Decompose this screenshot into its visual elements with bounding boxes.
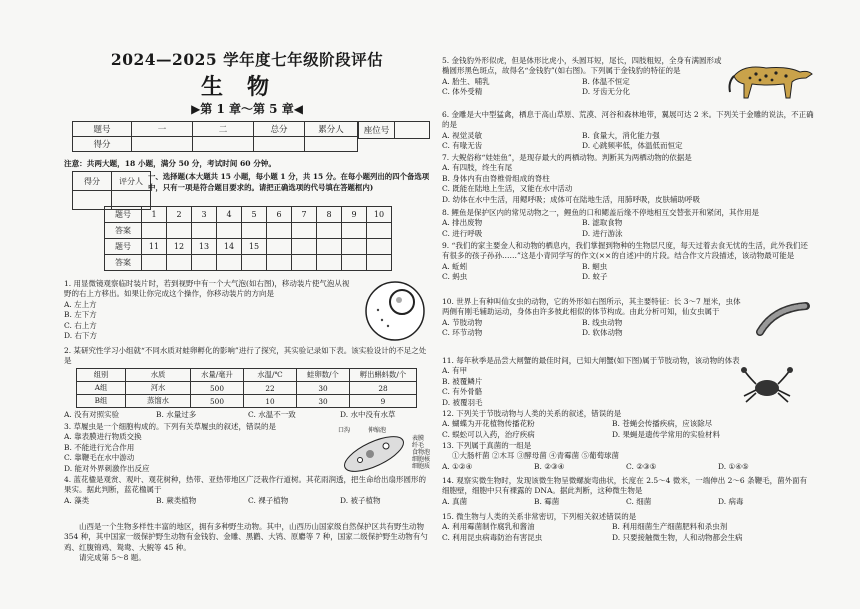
option: C. 进行呼吸 [442, 228, 483, 238]
question-9 [442, 241, 814, 283]
question-stem: 5. 金钱豹外形似虎，但是体形比虎小，头圆耳短，尾长，四肢粗短，全身有满圆形或椭圆形黑色斑点，故得名“金钱豹”(如右图)。下列属于金钱豹的特征的是 [442, 56, 722, 76]
answer-cell: 10 [367, 207, 392, 223]
question-stem: 6. 金雕是大中型猛禽，栖息于高山草原、荒漠、河谷和森林地带，翼展可达 2 米。下列关于金雕的说法，不正确的是 [442, 110, 814, 130]
option: D. 右下方 [64, 331, 98, 341]
question-1 [64, 279, 354, 341]
answer-slot[interactable] [167, 255, 192, 271]
table-row [77, 395, 417, 408]
table-header: 水质 [126, 369, 191, 382]
passage-text: 山西是一个生物多样性丰富的地区，拥有多种野生动物。其中，山西历山国家级自然保护区共有野生动物 354 种，其中国家一级保护野生动物有金钱豹、金雕、黑鹳、大鸨、原麝等 7 种，国家二级保护野生动物有勺鸡、红腹锦鸡、鸳鸯、大鲵等 45 种。 [64, 522, 428, 552]
question-stem: 12. 下列关于节肢动物与人类的关系的叙述，错误的是 [442, 409, 622, 418]
option: C. 蚂虫 [442, 272, 468, 282]
grader-label: 评分人 [112, 172, 151, 191]
table-row [77, 382, 417, 395]
section-one-heading: 一、选择题(本大题共 15 小题，每小题 1 分，共 15 分。在每小题列出的四个备选项中，只有一项是符合题目要求的。请把正确选项的代号填在答题框内) [148, 172, 430, 192]
answer-slot[interactable] [142, 255, 167, 271]
option: D. 软体动物 [582, 328, 623, 338]
answer-cell: 答案 [105, 223, 142, 239]
option: D. 蚊子 [582, 272, 608, 282]
question-stem: 13. 下列属于真菌的一组是 [442, 441, 532, 450]
table-cell: A组 [77, 382, 126, 395]
worm-figure [754, 300, 812, 340]
exam-note: 注意：共两大题，18 小题，满分 50 分，考试时间 60 分钟。 [64, 159, 276, 168]
table-cell: 9 [350, 395, 417, 408]
option: C. 环节动物 [442, 328, 483, 338]
answer-slot[interactable] [367, 223, 392, 239]
option: A. 有四肢，终生有尾 [442, 163, 513, 173]
answer-slot[interactable] [192, 255, 217, 271]
option: D. 只要接触微生物，人和动物都会生病 [612, 532, 743, 542]
option: B. 线虫动物 [582, 317, 623, 327]
question-stem: 8. 鲤鱼是保护区内的常见动物之一，鲤鱼的口和鳃盖后缘不停地相互交替张开和紧闭，其作用是 [442, 208, 760, 217]
option: B. 左下方 [64, 310, 97, 320]
option: D. 被覆羽毛 [442, 397, 483, 407]
figure-label: 纤毛 [412, 442, 425, 449]
subject-title: 生物 [200, 74, 293, 100]
option: C. 右上方 [64, 320, 97, 330]
answer-slot[interactable] [242, 255, 267, 271]
answer-cell: 3 [192, 207, 217, 223]
answer-slot[interactable] [242, 223, 267, 239]
option: C. 水温不一致 [248, 410, 296, 419]
question-stem: 15. 微生物与人类的关系非常密切，下列相关叙述错误的是 [442, 512, 637, 521]
option: C. 体外受精 [442, 87, 483, 97]
question-stem: 14. 观察实微生物时，发现该微生物呈微螺旋弯曲状，长度在 2.5～4 微米，一端伸出 2～6 条鞭毛，菌外面有细胞壁，细胞中只有裸露的 DNA。据此判断，这种微生物是 [442, 476, 808, 496]
table-cell: 22 [244, 382, 297, 395]
option: A. 有甲 [442, 366, 468, 376]
option: D. 能对外界刺激作出反应 [64, 463, 150, 473]
table-header: 水温/℃ [244, 369, 297, 382]
option: C. 裸子植物 [248, 495, 289, 505]
reading-passage [64, 522, 430, 564]
answer-slot[interactable] [167, 223, 192, 239]
answer-slot[interactable] [142, 223, 167, 239]
table-header: 蛙卵数/个 [297, 369, 350, 382]
grader-label: 得分 [73, 172, 112, 191]
option: B. 食量大，消化能力强 [582, 130, 660, 140]
score-cell [193, 137, 254, 152]
question-stem: 3. 草履虫是一个细胞构成的。下列有关草履虫的叙述，错误的是 [64, 422, 277, 431]
table-header: 组别 [77, 369, 126, 382]
grader-table [72, 171, 151, 210]
seat-label: 座位号 [359, 122, 395, 139]
exam-title: 2024—2025 学年度七年级阶段评估 [110, 50, 384, 69]
answer-cell: 2 [167, 207, 192, 223]
option: B. 蕨类植物 [156, 495, 197, 505]
question-10 [442, 297, 748, 339]
option: A. 真菌 [442, 496, 468, 506]
option: D. 水中没有水草 [340, 410, 396, 419]
option: A. 没有对照实验 [64, 410, 120, 419]
option: C. 靠鞭毛在水中游动 [64, 453, 135, 463]
table-header: 水量/毫升 [191, 369, 244, 382]
question-15 [442, 512, 814, 543]
option: B. 被覆鳞片 [442, 376, 483, 386]
question-11 [442, 356, 742, 408]
option: B. 滤取食物 [582, 218, 623, 228]
figure-label: 食物泡 [412, 449, 431, 456]
answer-cell: 13 [192, 239, 217, 255]
question-stem: 4. 蓝花楹是观赏、观叶、观花树种，热带、亚热带地区广泛栽作行道树。其花雨润透，把生命给出扇形圆形的果实。据此判断，蓝花楹属于 [64, 475, 427, 495]
option: A. 蚯蚓 [442, 261, 468, 271]
answer-table [104, 206, 392, 271]
option: A. 蝴蝶为开花植物传播花粉 [442, 419, 535, 429]
score-cell: 二 [193, 122, 254, 137]
table-cell: 30 [297, 395, 350, 408]
option: A. ①②④ [442, 461, 473, 471]
table-cell: 蒸馏水 [126, 395, 191, 408]
option: B. 苍蝇会传播疾病，应该除尽 [612, 419, 713, 429]
option: D. 进行游泳 [582, 228, 623, 238]
answer-slot[interactable] [217, 255, 242, 271]
answer-slot[interactable] [217, 223, 242, 239]
figure-label: 表膜 [412, 435, 425, 442]
option: C. 有外骨骼 [442, 387, 483, 397]
figure-label: 口沟 [338, 427, 351, 434]
passage-tail: 请完成第 5～8 题。 [79, 553, 146, 563]
answer-cell [267, 239, 292, 255]
option: D. 幼体在水中生活，用鳃呼吸；成体可在陆地生活，用肺呼吸，皮肤辅助呼吸 [442, 194, 701, 204]
option: B. 不能进行光合作用 [64, 442, 135, 452]
question-12 [442, 409, 814, 440]
table-cell: 30 [297, 382, 350, 395]
option: D. 心跳频率低，体温低而恒定 [582, 141, 683, 151]
question-6 [442, 110, 814, 152]
question-4 [64, 475, 430, 506]
answer-cell: 1 [142, 207, 167, 223]
question-2-options [64, 410, 430, 420]
answer-cell [342, 255, 367, 271]
figure-label: 细胞质 [412, 463, 431, 470]
answer-cell [292, 255, 317, 271]
answer-slot[interactable] [267, 223, 292, 239]
answer-cell: 题号 [105, 207, 142, 223]
figure-label: 细胞核 [412, 456, 431, 463]
answer-cell: 9 [342, 207, 367, 223]
answer-cell: 6 [267, 207, 292, 223]
score-cell: 一 [132, 122, 193, 137]
option: A. 节肢动物 [442, 317, 483, 327]
chapter-range: ▶第 1 章～第 5 章◀ [191, 102, 303, 116]
paramecium-figure [334, 424, 434, 482]
answer-cell [317, 239, 342, 255]
option: D. 牙齿无分化 [582, 87, 631, 97]
answer-slot[interactable] [317, 223, 342, 239]
answer-cell [267, 255, 292, 271]
answer-cell: 4 [217, 207, 242, 223]
option: A. 视觉灵敏 [442, 130, 483, 140]
option: A. 利用霉菌制作腐乳和酱油 [442, 522, 535, 532]
answer-cell: 答案 [105, 255, 142, 271]
answer-cell: 11 [142, 239, 167, 255]
option: B. 霉菌 [534, 496, 560, 506]
option: D. ①④⑤ [718, 461, 749, 471]
option: A. 靠表膜进行物质交换 [64, 432, 142, 442]
question-stem: 9. “我们的家主要金人和动物的栖息内，我们掌握到物种的生物层尺度，每天过着去食无忧的生活，此外我们还有很多的孩子孙孙……”这是小青同学写的作文(××的自述)中的片段。结合作文片段描述，该动物最可能是 [442, 241, 808, 261]
experiment-table [76, 368, 417, 408]
option: A. 左上方 [64, 299, 97, 309]
question-13 [442, 441, 814, 472]
question-8 [442, 208, 814, 239]
option: A. 排出废物 [442, 218, 483, 228]
option: A. 藻类 [64, 495, 90, 505]
option: C. 蜈蚣可以入药，治疗疾病 [442, 429, 535, 439]
seat-cell [394, 122, 429, 139]
score-cell: 累分人 [305, 122, 358, 137]
score-cell [132, 137, 193, 152]
table-cell: 500 [191, 395, 244, 408]
answer-slot[interactable] [192, 223, 217, 239]
answer-cell: 8 [317, 207, 342, 223]
question-stem: 11. 每年秋季是品尝大闸蟹的最佳时间，已知大闸蟹(如下图)属于节肢动物，该动物的体表 [442, 356, 740, 365]
answer-cell: 15 [242, 239, 267, 255]
option: B. 利用细菌生产细菌肥料和杀虫剂 [612, 522, 728, 532]
option: C. 细菌 [626, 496, 652, 506]
option: D. 果蝇是遗传学常用的实验材料 [612, 429, 721, 439]
answer-cell: 14 [217, 239, 242, 255]
question-14 [442, 476, 814, 507]
question-stem: 1. 用显微镜观察临时装片时，若到视野中有一个大气泡(如右图)，移动装片使气泡从视野的右上方移出。如果让你完成这个操作，你移动装片的方向是 [64, 279, 350, 299]
question-3 [64, 422, 334, 474]
answer-cell: 12 [167, 239, 192, 255]
score-cell [254, 137, 305, 152]
question-2-stem: 2. 某研究性学习小组就“不同水质对蛙卵孵化的影响”进行了探究，其实验记录如下表。该实验设计的不足之处是 [64, 346, 427, 366]
question-7 [442, 153, 814, 205]
question-stem: 7. 大鲵俗称“娃娃鱼”，是现存最大的两栖动物。判断其为两栖动物的依据是 [442, 153, 692, 162]
answer-slot[interactable] [342, 223, 367, 239]
answer-cell [292, 239, 317, 255]
answer-cell: 题号 [105, 239, 142, 255]
score-cell [305, 137, 358, 152]
score-cell: 总分 [254, 122, 305, 137]
option: B. 身体内有由脊椎骨组成的脊柱 [442, 173, 550, 183]
table-header: 孵出蝌蚪数/个 [350, 369, 417, 382]
figure-label: 伸缩泡 [368, 427, 387, 434]
option: B. 蛔虫 [582, 261, 608, 271]
answer-cell [367, 255, 392, 271]
score-cell: 题号 [73, 122, 132, 137]
option: A. 胎生、哺乳 [442, 76, 490, 86]
answer-slot[interactable] [292, 223, 317, 239]
question-5 [442, 56, 724, 98]
score-table [72, 121, 358, 152]
table-cell: 500 [191, 382, 244, 395]
option: C. 有喙无齿 [442, 141, 483, 151]
table-cell: 10 [244, 395, 297, 408]
option: D. 被子植物 [340, 495, 381, 505]
table-cell: 28 [350, 382, 417, 395]
option: B. 体温不恒定 [582, 76, 630, 86]
option: D. 病毒 [718, 496, 744, 506]
microscope-view-figure [364, 280, 426, 342]
answer-cell [342, 239, 367, 255]
leopard-figure [726, 52, 814, 104]
option: C. 利用昆虫病毒防治有害昆虫 [442, 532, 543, 542]
option: C. 既能在陆地上生活，又能在水中活动 [442, 184, 573, 194]
table-cell: 河水 [126, 382, 191, 395]
seat-table [358, 121, 430, 139]
option: B. ②③④ [534, 461, 565, 471]
table-cell: B组 [77, 395, 126, 408]
score-cell: 得分 [73, 137, 132, 152]
option: B. 水量过多 [156, 410, 197, 419]
question-list: ①大肠杆菌 ②木耳 ③酵母菌 ④青霉菌 ⑤葡萄球菌 [452, 451, 620, 461]
answer-cell: 7 [292, 207, 317, 223]
answer-cell [317, 255, 342, 271]
crab-figure [738, 364, 796, 408]
option: C. ②③⑤ [626, 461, 657, 471]
answer-cell [367, 239, 392, 255]
answer-cell: 5 [242, 207, 267, 223]
question-stem: 10. 世界上有种叫仙女虫的动物，它的外形如右图所示，其主要特征：长 3～7 厘米，虫体两侧有刚毛辅助运动，身体由许多彼此相似的体节构成。由此分析可知，仙女虫属于 [442, 297, 741, 317]
